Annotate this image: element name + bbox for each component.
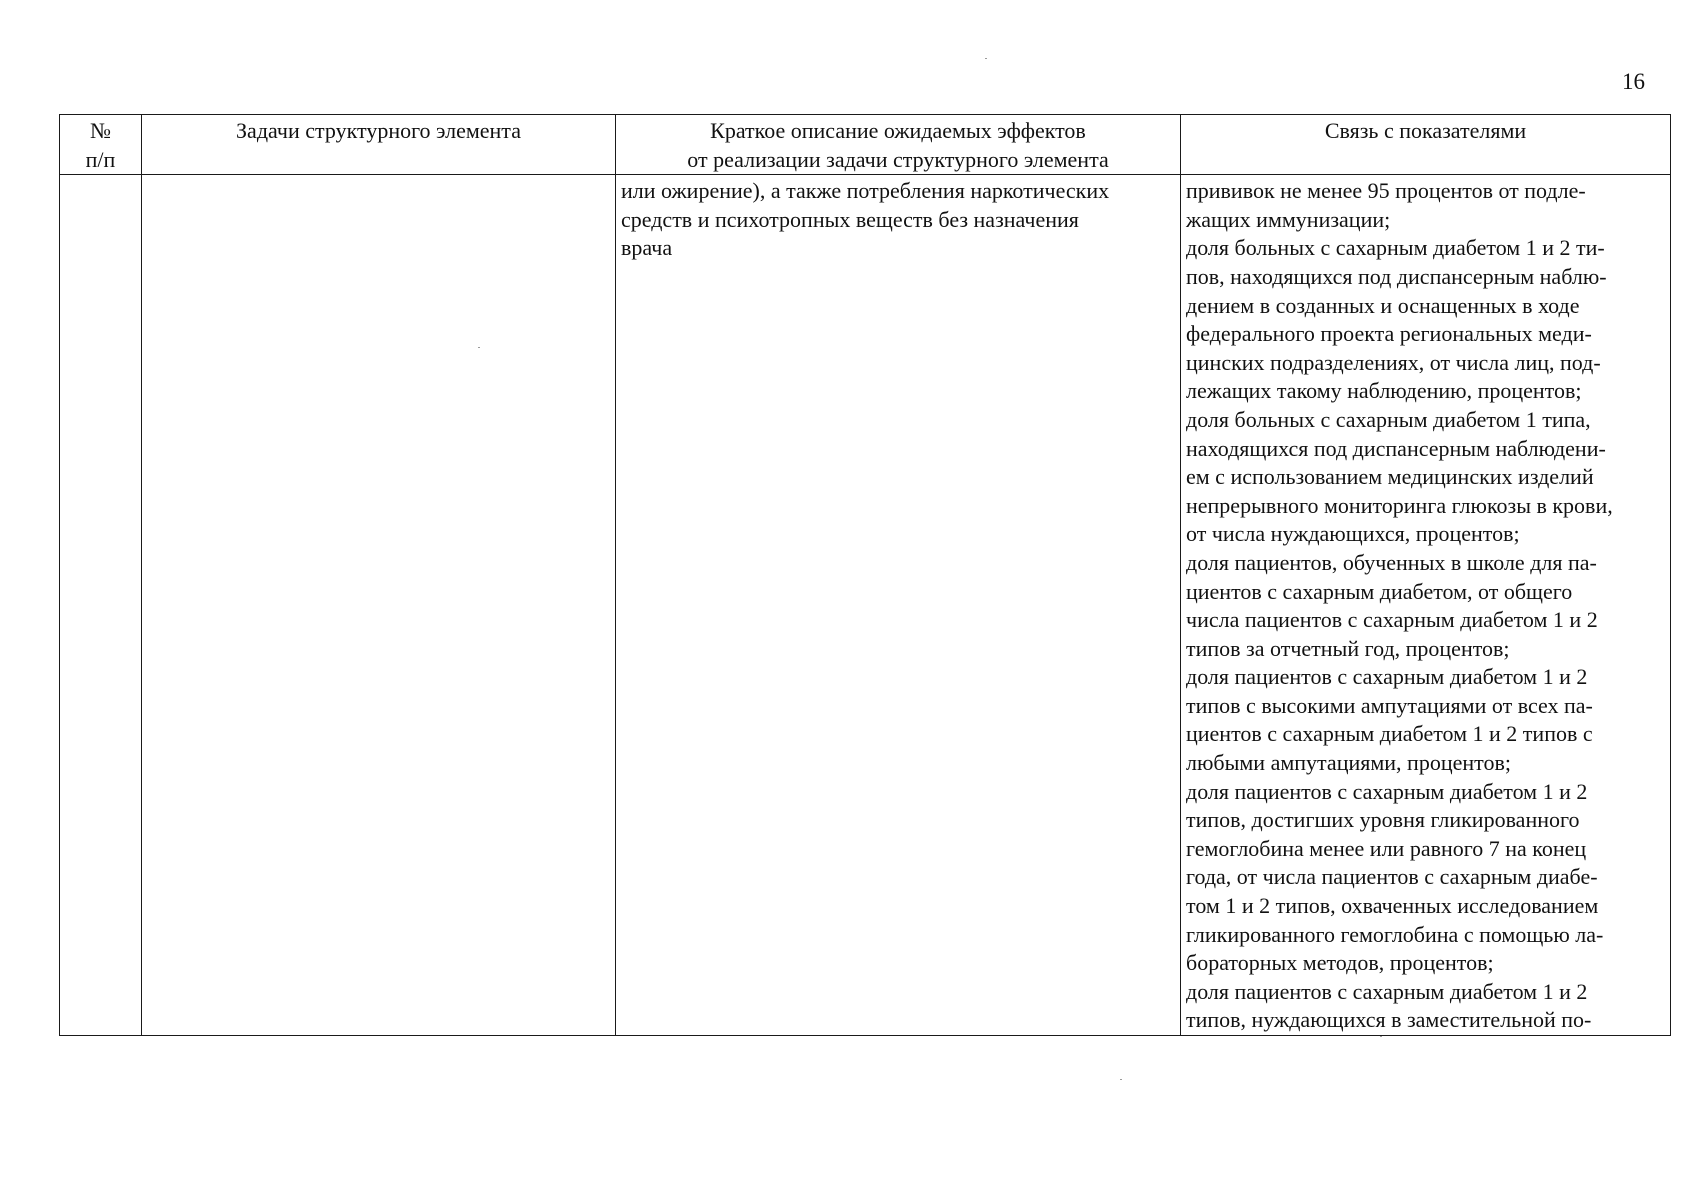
table-header-row (60, 115, 1671, 175)
structural-element-table (59, 114, 1671, 1036)
scan-speck (1120, 1079, 1122, 1080)
indicator-text-line: бораторных методов, процентов; (1186, 950, 1494, 976)
indicator-text-line: том 1 и 2 типов, охваченных исследованием (1186, 893, 1599, 919)
indicator-text-line: циентов с сахарным диабетом 1 и 2 типов с (1186, 721, 1593, 747)
header-effect (616, 115, 1181, 175)
indicator-text-line: лежащих такому наблюдению, процентов; (1186, 378, 1582, 404)
scan-speck (1380, 1036, 1382, 1037)
header-num-line-1: № (90, 118, 111, 143)
cell-link (1181, 175, 1671, 1036)
indicator-text-line: цинских подразделениях, от числа лиц, под- (1186, 349, 1601, 375)
indicator-text-line: дением в созданных и оснащенных в ходе (1186, 292, 1580, 318)
indicator-text-line: гемоглобина менее или равного 7 на конец (1186, 835, 1587, 861)
header-task-line-1: Задачи структурного элемента (236, 118, 521, 143)
indicator-text-line: доля больных с сахарным диабетом 1 типа, (1186, 406, 1591, 432)
indicator-text-line: доля пациентов, обученных в школе для па- (1186, 549, 1597, 575)
indicator-links-text (1186, 177, 1666, 1035)
indicator-text-line: доля больных с сахарным диабетом 1 и 2 ти- (1186, 235, 1605, 261)
effect-text-line: врача (621, 235, 673, 261)
effect-text-line: или ожирение), а также потребления наркотических (621, 178, 1110, 204)
indicator-text-line: типов, нуждающихся в заместительной по- (1186, 1007, 1592, 1033)
indicator-text-line: любыми ампутациями, процентов; (1186, 750, 1511, 776)
header-num-line-2: п/п (85, 146, 116, 172)
scan-speck (985, 58, 987, 59)
indicator-text-line: типов, достигших уровня гликированного (1186, 807, 1580, 833)
cell-task (142, 175, 616, 1036)
indicator-text-line: доля пациентов с сахарным диабетом 1 и 2 (1186, 664, 1588, 690)
indicator-text-line: находящихся под диспансерным наблюдени- (1186, 435, 1606, 461)
indicator-text-line: циентов с сахарным диабетом, от общего (1186, 578, 1573, 604)
header-link (1181, 115, 1671, 175)
indicator-text-line: числа пациентов с сахарным диабетом 1 и 2 (1186, 607, 1598, 633)
effect-text (621, 177, 1176, 263)
indicator-text-line: федерального проекта региональных меди- (1186, 321, 1592, 347)
effect-text-line: средств и психотропных веществ без назначения (621, 206, 1079, 232)
indicator-text-line: непрерывного мониторинга глюкозы в крови, (1186, 492, 1613, 518)
indicator-text-line: ем с использованием медицинских изделий (1186, 464, 1594, 490)
indicator-text-line: жащих иммунизации; (1186, 206, 1391, 232)
cell-effect (616, 175, 1181, 1036)
table-row (60, 175, 1671, 1036)
indicator-text-line: доля пациентов с сахарным диабетом 1 и 2 (1186, 978, 1588, 1004)
indicator-text-line: от числа нуждающихся, процентов; (1186, 521, 1520, 547)
indicator-text-line: года, от числа пациентов с сахарным диабе- (1186, 864, 1598, 890)
header-task (142, 115, 616, 175)
indicator-text-line: доля пациентов с сахарным диабетом 1 и 2 (1186, 778, 1588, 804)
indicator-text-line: типов за отчетный год, процентов; (1186, 635, 1510, 661)
scan-speck (478, 347, 480, 348)
page-number: 16 (1622, 69, 1645, 94)
indicator-text-line: типов с высокими ампутациями от всех па- (1186, 692, 1593, 718)
header-effect-line-1: Краткое описание ожидаемых эффектов (710, 118, 1086, 143)
header-effect-line-2: от реализации задачи структурного элемента (687, 146, 1109, 172)
cell-num (60, 175, 142, 1036)
indicator-text-line: прививок не менее 95 процентов от подле- (1186, 178, 1586, 204)
indicator-text-line: гликированного гемоглобина с помощью ла- (1186, 921, 1604, 947)
header-link-line-1: Связь с показателями (1324, 118, 1527, 143)
header-num (60, 115, 142, 175)
indicator-text-line: пов, находящихся под диспансерным наблю- (1186, 263, 1607, 289)
